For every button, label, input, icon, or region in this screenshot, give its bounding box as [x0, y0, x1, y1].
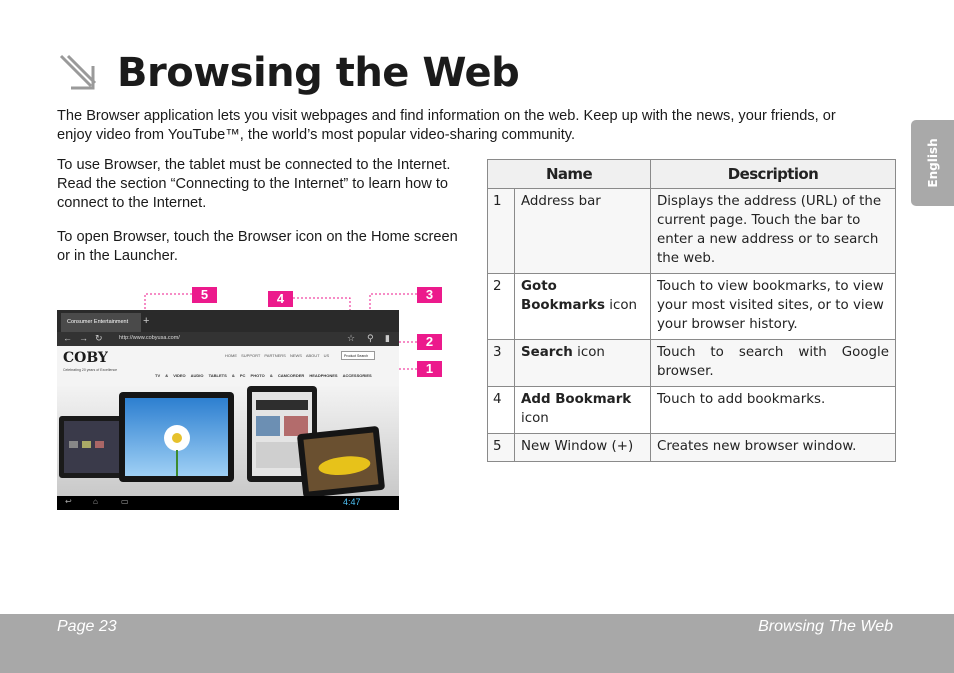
status-clock: 4:47 — [343, 497, 361, 507]
arrow-icon — [57, 52, 99, 94]
callout-2: 2 — [417, 334, 442, 350]
title-row — [57, 50, 519, 96]
row-description: Touch to add bookmarks. — [651, 387, 896, 434]
row-name-text: icon — [577, 345, 605, 360]
back-icon: ← — [63, 333, 72, 343]
browser-tab: Consumer Entertainment — [61, 313, 141, 332]
row-name — [515, 387, 651, 434]
row-name — [515, 274, 651, 340]
page-number: Page 23 — [57, 618, 117, 635]
browser-screenshot — [57, 310, 399, 510]
address-bar — [57, 332, 399, 346]
row-name-bold: Add Bookmark — [521, 392, 632, 407]
row-name-text: icon — [521, 411, 549, 426]
row-name — [515, 340, 651, 387]
coby-tagline: Celebrating 20 years of Excellence — [63, 368, 118, 372]
row-description: Displays the address (URL) of the current page. Touch the bar to enter a new address or to search the web. — [651, 189, 896, 274]
row-number: 3 — [488, 340, 515, 387]
row-description: Touch to view bookmarks, to view your most visited sites, or to view your browser history. — [651, 274, 896, 340]
table-row — [488, 340, 896, 387]
url-text: http://www.cobyusa.com/ — [119, 335, 180, 341]
connect-paragraph: To use Browser, the tablet must be connected to the Internet. Read the section “Connecting to the Internet” to learn how to connect to the Internet. — [57, 157, 451, 211]
android-nav-bar — [57, 496, 399, 510]
language-label: English — [925, 138, 940, 188]
callout-4: 4 — [268, 291, 293, 307]
forward-icon: → — [79, 333, 88, 343]
header-description: Description — [651, 160, 896, 189]
nav-back-icon: ↩ — [65, 497, 72, 506]
hero-illustration — [57, 386, 399, 496]
row-description: Touch to search with Google browser. — [651, 340, 896, 387]
tablets-hero-image — [57, 386, 399, 496]
row-name — [515, 434, 651, 462]
browser-elements-table — [487, 159, 896, 462]
page-title: Browsing the Web — [117, 50, 520, 96]
header-name: Name — [488, 160, 651, 189]
row-name-bold: Search — [521, 345, 573, 360]
row-name-text: New Window (+) — [521, 439, 634, 454]
table-row — [488, 274, 896, 340]
table-row — [488, 189, 896, 274]
callout-5: 5 — [192, 287, 217, 303]
site-top-nav: HOME SUPPORT PARTNERS NEWS ABOUT US — [225, 353, 330, 358]
language-tab — [911, 120, 954, 206]
bookmark-star-icon: ☆ — [347, 333, 356, 343]
table-row — [488, 434, 896, 462]
refresh-icon: ↻ — [95, 333, 103, 343]
row-number: 2 — [488, 274, 515, 340]
page-footer — [0, 614, 954, 673]
table-row — [488, 387, 896, 434]
row-number: 4 — [488, 387, 515, 434]
callout-3: 3 — [417, 287, 442, 303]
row-name — [515, 189, 651, 274]
table-header-row — [488, 160, 896, 189]
search-icon: ⚲ — [367, 333, 374, 343]
row-number: 1 — [488, 189, 515, 274]
row-number: 5 — [488, 434, 515, 462]
site-main-nav: TV & VIDEO AUDIO TABLETS & PC PHOTO & CAMCORDER HEADPHONES ACCESSORIES — [155, 373, 372, 378]
intro-paragraph: The Browser application lets you visit webpages and find information on the web. Keep up with the news, your friends, or enjoy video from YouTube™, the world’s most popular video-sharing community. — [57, 108, 836, 143]
row-name-bold: Goto Bookmarks — [521, 279, 605, 313]
callout-1: 1 — [417, 361, 442, 377]
coby-logo: COBY — [63, 350, 108, 366]
website-header — [57, 346, 399, 386]
nav-recent-icon: ▭ — [121, 497, 129, 506]
bookmarks-icon: ▮ — [385, 333, 390, 343]
product-search: Product Search — [341, 351, 375, 360]
row-description: Creates new browser window. — [651, 434, 896, 462]
new-window-icon: + — [143, 315, 150, 327]
open-browser-paragraph: To open Browser, touch the Browser icon on the Home screen or in the Launcher. — [57, 229, 458, 264]
row-name-text: Address bar — [521, 194, 601, 209]
section-name: Browsing The Web — [758, 618, 893, 635]
row-name-text: icon — [609, 298, 638, 313]
left-column — [57, 156, 462, 281]
nav-home-icon: ⌂ — [93, 497, 98, 506]
browser-tab-bar — [57, 310, 399, 332]
